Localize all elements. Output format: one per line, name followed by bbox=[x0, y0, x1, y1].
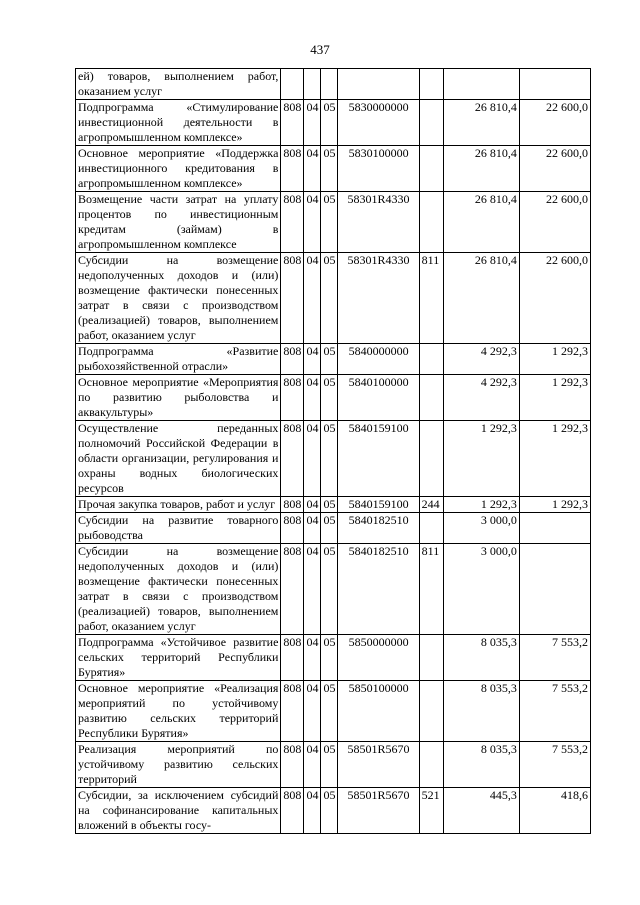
row-name-cell: Субсидии на возмещение недополученных доходов и (или) возмещение фактически понесенных затрат в связи с производством (реализацией) товаров, выполнением работ, оказанием услуг bbox=[76, 544, 281, 635]
amount-year1-cell: 26 810,4 bbox=[443, 192, 519, 253]
subsection-code-cell: 05 bbox=[321, 100, 338, 146]
page-number: 437 bbox=[310, 42, 330, 57]
row-name-cell: Основное мероприятие «Мероприятия по развитию рыболовства и аквакультуры» bbox=[76, 375, 281, 421]
row-name-cell: Субсидии на возмещение недополученных доходов и (или) возмещение фактически понесенных затрат в связи с производством (реализацией) товаров, выполнением работ, оказанием услуг bbox=[76, 253, 281, 344]
expense-type-cell bbox=[419, 146, 443, 192]
amount-year2-cell: 22 600,0 bbox=[519, 253, 590, 344]
target-article-cell: 5840159100 bbox=[338, 421, 419, 497]
table-row bbox=[76, 681, 591, 742]
amount-year1-cell: 8 035,3 bbox=[443, 635, 519, 681]
subsection-code-cell: 05 bbox=[321, 253, 338, 344]
amount-year2-cell: 1 292,3 bbox=[519, 421, 590, 497]
expense-type-cell bbox=[419, 69, 443, 100]
subsection-code-cell: 05 bbox=[321, 344, 338, 375]
section-code-cell: 04 bbox=[304, 253, 321, 344]
subsection-code-cell: 05 bbox=[321, 681, 338, 742]
target-article-cell: 5840182510 bbox=[338, 544, 419, 635]
section-code-cell: 04 bbox=[304, 146, 321, 192]
grbs-code-cell bbox=[281, 69, 304, 100]
amount-year1-cell: 26 810,4 bbox=[443, 100, 519, 146]
target-article-cell: 5840000000 bbox=[338, 344, 419, 375]
subsection-code-cell: 05 bbox=[321, 421, 338, 497]
amount-year1-cell: 8 035,3 bbox=[443, 742, 519, 788]
section-code-cell: 04 bbox=[304, 544, 321, 635]
subsection-code-cell bbox=[321, 69, 338, 100]
target-article-cell: 5830000000 bbox=[338, 100, 419, 146]
grbs-code-cell: 808 bbox=[281, 742, 304, 788]
row-name-cell: Подпрограмма «Устойчивое развитие сельских территорий Республики Бурятия» bbox=[76, 635, 281, 681]
budget-table bbox=[75, 68, 591, 834]
amount-year2-cell: 418,6 bbox=[519, 788, 590, 834]
table-row bbox=[76, 497, 591, 513]
section-code-cell: 04 bbox=[304, 375, 321, 421]
amount-year1-cell: 1 292,3 bbox=[443, 421, 519, 497]
table-row bbox=[76, 146, 591, 192]
section-code-cell: 04 bbox=[304, 635, 321, 681]
row-name-cell: Основное мероприятие «Поддержка инвестиционного кредитования в агропромышленном комплексе» bbox=[76, 146, 281, 192]
table-row bbox=[76, 253, 591, 344]
expense-type-cell bbox=[419, 100, 443, 146]
section-code-cell: 04 bbox=[304, 497, 321, 513]
section-code-cell bbox=[304, 69, 321, 100]
row-name-cell: Осуществление переданных полномочий Российской Федерации в области организации, регулирования и охраны водных биологических ресурсов bbox=[76, 421, 281, 497]
grbs-code-cell: 808 bbox=[281, 788, 304, 834]
amount-year1-cell: 26 810,4 bbox=[443, 146, 519, 192]
amount-year2-cell: 1 292,3 bbox=[519, 375, 590, 421]
expense-type-cell bbox=[419, 681, 443, 742]
expense-type-cell bbox=[419, 635, 443, 681]
table-row bbox=[76, 100, 591, 146]
amount-year1-cell: 3 000,0 bbox=[443, 513, 519, 544]
expense-type-cell bbox=[419, 513, 443, 544]
grbs-code-cell: 808 bbox=[281, 513, 304, 544]
table-row bbox=[76, 635, 591, 681]
amount-year2-cell: 22 600,0 bbox=[519, 100, 590, 146]
grbs-code-cell: 808 bbox=[281, 497, 304, 513]
table-row bbox=[76, 788, 591, 834]
amount-year1-cell: 26 810,4 bbox=[443, 253, 519, 344]
table-row bbox=[76, 421, 591, 497]
amount-year1-cell: 1 292,3 bbox=[443, 497, 519, 513]
row-name-cell: Основное мероприятие «Реализация мероприятий по устойчивому развитию сельских территорий Республики Бурятия» bbox=[76, 681, 281, 742]
expense-type-cell bbox=[419, 344, 443, 375]
table-row bbox=[76, 544, 591, 635]
expense-type-cell bbox=[419, 421, 443, 497]
amount-year2-cell: 22 600,0 bbox=[519, 192, 590, 253]
expense-type-cell bbox=[419, 192, 443, 253]
table-row bbox=[76, 344, 591, 375]
row-name-cell: Подпрограмма «Развитие рыбохозяйственной отрасли» bbox=[76, 344, 281, 375]
row-name-cell: ей) товаров, выполнением работ, оказанием услуг bbox=[76, 69, 281, 100]
section-code-cell: 04 bbox=[304, 344, 321, 375]
amount-year1-cell: 4 292,3 bbox=[443, 344, 519, 375]
row-name-cell: Субсидии на развитие товарного рыбоводства bbox=[76, 513, 281, 544]
expense-type-cell: 244 bbox=[419, 497, 443, 513]
subsection-code-cell: 05 bbox=[321, 544, 338, 635]
grbs-code-cell: 808 bbox=[281, 146, 304, 192]
table-row bbox=[76, 192, 591, 253]
grbs-code-cell: 808 bbox=[281, 100, 304, 146]
target-article-cell: 5850100000 bbox=[338, 681, 419, 742]
grbs-code-cell: 808 bbox=[281, 681, 304, 742]
section-code-cell: 04 bbox=[304, 788, 321, 834]
subsection-code-cell: 05 bbox=[321, 375, 338, 421]
target-article-cell bbox=[338, 69, 419, 100]
table-row bbox=[76, 375, 591, 421]
section-code-cell: 04 bbox=[304, 681, 321, 742]
subsection-code-cell: 05 bbox=[321, 742, 338, 788]
subsection-code-cell: 05 bbox=[321, 192, 338, 253]
row-name-cell: Реализация мероприятий по устойчивому развитию сельских территорий bbox=[76, 742, 281, 788]
expense-type-cell: 811 bbox=[419, 544, 443, 635]
section-code-cell: 04 bbox=[304, 513, 321, 544]
row-name-cell: Подпрограмма «Стимулирование инвестиционной деятельности в агропромышленном комплексе» bbox=[76, 100, 281, 146]
amount-year2-cell bbox=[519, 513, 590, 544]
expense-type-cell bbox=[419, 375, 443, 421]
grbs-code-cell: 808 bbox=[281, 344, 304, 375]
amount-year1-cell bbox=[443, 69, 519, 100]
target-article-cell: 5840159100 bbox=[338, 497, 419, 513]
subsection-code-cell: 05 bbox=[321, 788, 338, 834]
expense-type-cell: 521 bbox=[419, 788, 443, 834]
subsection-code-cell: 05 bbox=[321, 146, 338, 192]
target-article-cell: 58501R5670 bbox=[338, 788, 419, 834]
target-article-cell: 5840182510 bbox=[338, 513, 419, 544]
grbs-code-cell: 808 bbox=[281, 375, 304, 421]
expense-type-cell bbox=[419, 742, 443, 788]
subsection-code-cell: 05 bbox=[321, 635, 338, 681]
table-row bbox=[76, 513, 591, 544]
amount-year2-cell bbox=[519, 69, 590, 100]
grbs-code-cell: 808 bbox=[281, 192, 304, 253]
grbs-code-cell: 808 bbox=[281, 421, 304, 497]
row-name-cell: Субсидии, за исключением субсидий на софинансирование капитальных вложений в объекты госу- bbox=[76, 788, 281, 834]
target-article-cell: 5830100000 bbox=[338, 146, 419, 192]
amount-year2-cell: 22 600,0 bbox=[519, 146, 590, 192]
amount-year1-cell: 3 000,0 bbox=[443, 544, 519, 635]
target-article-cell: 58301R4330 bbox=[338, 192, 419, 253]
grbs-code-cell: 808 bbox=[281, 253, 304, 344]
amount-year2-cell: 7 553,2 bbox=[519, 635, 590, 681]
amount-year1-cell: 8 035,3 bbox=[443, 681, 519, 742]
target-article-cell: 5840100000 bbox=[338, 375, 419, 421]
table-row bbox=[76, 742, 591, 788]
target-article-cell: 58501R5670 bbox=[338, 742, 419, 788]
amount-year1-cell: 4 292,3 bbox=[443, 375, 519, 421]
subsection-code-cell: 05 bbox=[321, 513, 338, 544]
amount-year2-cell: 1 292,3 bbox=[519, 344, 590, 375]
table-row bbox=[76, 69, 591, 100]
amount-year1-cell: 445,3 bbox=[443, 788, 519, 834]
grbs-code-cell: 808 bbox=[281, 544, 304, 635]
grbs-code-cell: 808 bbox=[281, 635, 304, 681]
target-article-cell: 5850000000 bbox=[338, 635, 419, 681]
amount-year2-cell: 1 292,3 bbox=[519, 497, 590, 513]
section-code-cell: 04 bbox=[304, 100, 321, 146]
section-code-cell: 04 bbox=[304, 742, 321, 788]
row-name-cell: Прочая закупка товаров, работ и услуг bbox=[76, 497, 281, 513]
target-article-cell: 58301R4330 bbox=[338, 253, 419, 344]
amount-year2-cell bbox=[519, 544, 590, 635]
subsection-code-cell: 05 bbox=[321, 497, 338, 513]
expense-type-cell: 811 bbox=[419, 253, 443, 344]
table-body bbox=[76, 69, 591, 834]
section-code-cell: 04 bbox=[304, 421, 321, 497]
amount-year2-cell: 7 553,2 bbox=[519, 681, 590, 742]
amount-year2-cell: 7 553,2 bbox=[519, 742, 590, 788]
row-name-cell: Возмещение части затрат на уплату процентов по инвестиционным кредитам (займам) в агропромышленном комплексе bbox=[76, 192, 281, 253]
section-code-cell: 04 bbox=[304, 192, 321, 253]
